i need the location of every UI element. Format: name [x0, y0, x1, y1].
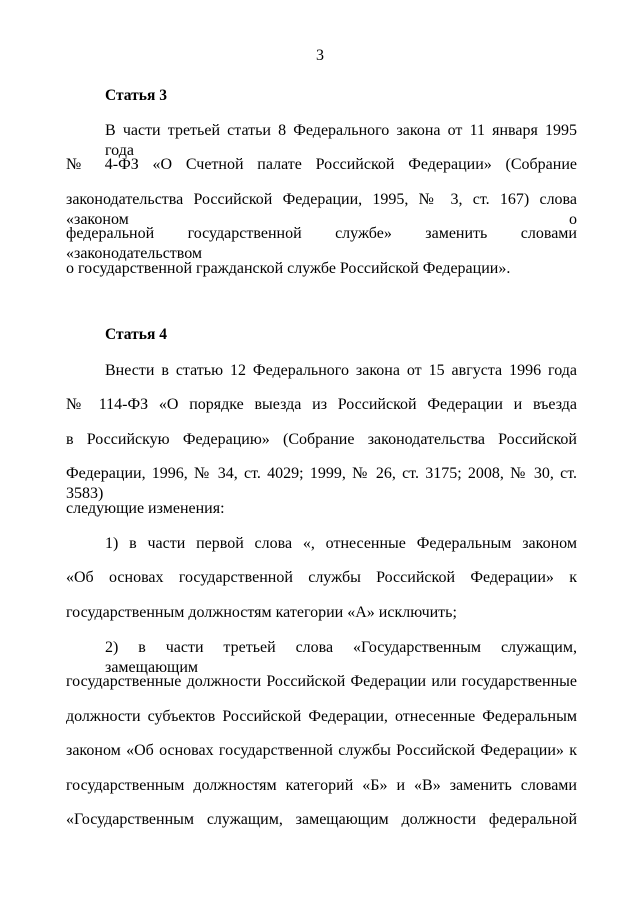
article-3-line: федеральной государственной службе» заменить словами «законодательством	[66, 225, 577, 262]
article-4-item-2-line: 2) в части третьей слова «Государственным служащим, замещающим	[105, 639, 577, 676]
article-4-line: Внести в статью 12 Федерального закона от 15 августа 1996 года	[105, 362, 577, 379]
article-4-item-1-line: 1) в части первой слова «, отнесенные Федеральным законом	[105, 535, 577, 552]
article-4-item-2-line: должности субъектов Российской Федерации, отнесенные Федеральным	[66, 708, 577, 725]
article-4-heading: Статья 4	[105, 326, 167, 343]
article-4-item-2-line: законом «Об основах государственной службы Российской Федерации» к	[66, 742, 577, 759]
article-4-item-2-line: «Государственным служащим, замещающим должности федеральной	[66, 811, 577, 828]
article-4-item-1-line: «Об основах государственной службы Российской Федерации» к	[66, 569, 577, 586]
article-3-line: о государственной гражданской службе Российской Федерации».	[66, 260, 511, 277]
article-3-heading: Статья 3	[105, 87, 167, 104]
page-number: 3	[316, 47, 324, 64]
article-4-item-1-line: государственным должностям категории «А» исключить;	[66, 604, 457, 621]
article-3-line: законодательства Российской Федерации, 1995, № 3, ст. 167) слова «законом о	[66, 191, 577, 228]
article-4-line: следующие изменения:	[66, 500, 225, 517]
article-4-item-2-line: государственные должности Российской Федерации или государственные	[66, 673, 577, 690]
article-3-line: № 4-ФЗ «О Счетной палате Российской Федерации» (Собрание	[66, 156, 577, 173]
article-3-line: В части третьей статьи 8 Федерального закона от 11 января 1995 года	[105, 122, 577, 159]
article-4-line: № 114-ФЗ «О порядке выезда из Российской Федерации и въезда	[66, 396, 577, 413]
article-4-item-2-line: государственным должностям категорий «Б» и «В» заменить словами	[66, 777, 577, 794]
article-4-line: Федерации, 1996, № 34, ст. 4029; 1999, № 26, ст. 3175; 2008, № 30, ст. 3583)	[66, 465, 577, 502]
article-4-line: в Российскую Федерацию» (Собрание законодательства Российской	[66, 431, 577, 448]
